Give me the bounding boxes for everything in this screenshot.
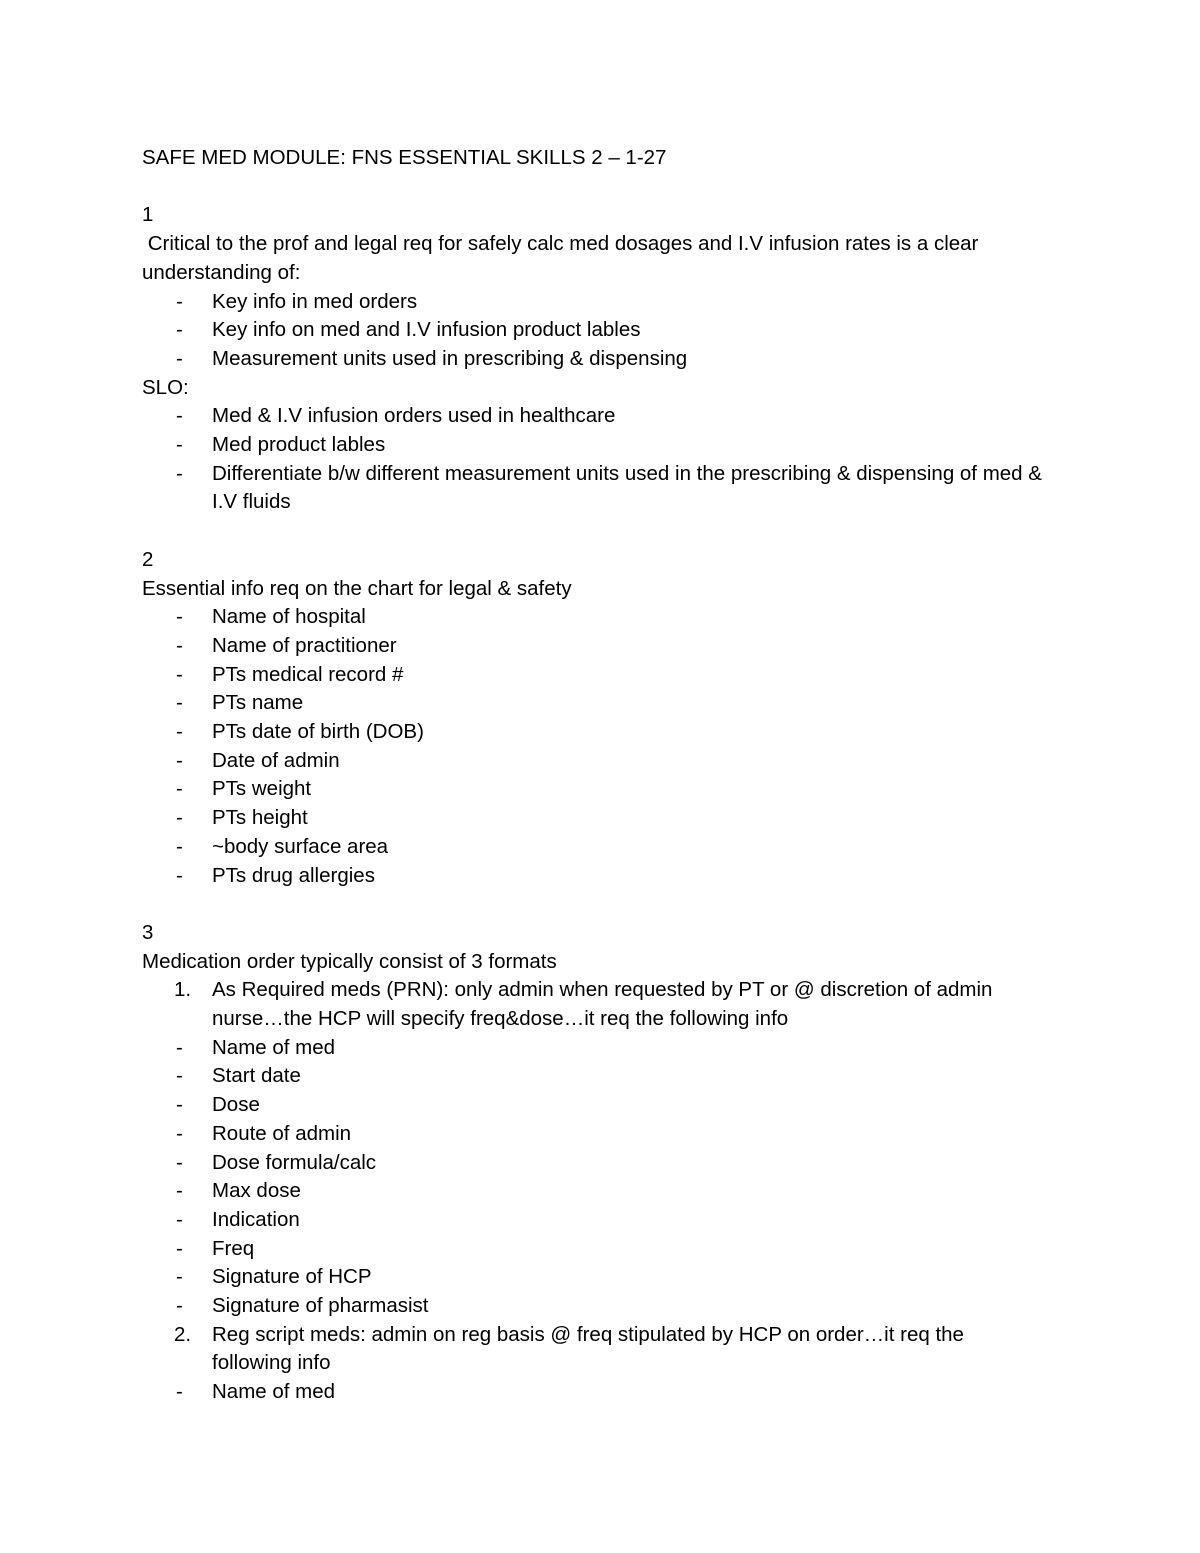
dash-marker: - (176, 1179, 183, 1203)
format-2 (142, 1321, 1042, 1378)
spacer (142, 517, 1042, 546)
list-item: - PTs name (142, 689, 1042, 718)
dash-marker: - (176, 1236, 183, 1260)
section-1-intro: Critical to the prof and legal req for safely calc med dosages and I.V infusion rates is a clear understanding of: (142, 232, 985, 284)
list-item: - Name of hospital (142, 603, 1042, 632)
list-item: - Date of admin (142, 747, 1042, 776)
dash-marker: - (176, 1380, 183, 1404)
dash-marker: - (176, 1064, 183, 1088)
list-item: - Key info on med and I.V infusion product lables (142, 316, 1042, 345)
section-1-number: 1 (142, 203, 154, 227)
list-item: - Max dose (142, 1177, 1042, 1206)
dash-marker: - (176, 1035, 183, 1059)
list-item: - Name of practitioner (142, 632, 1042, 661)
dash-marker: - (176, 461, 183, 485)
spacer (142, 890, 1042, 919)
dash-marker: - (176, 834, 183, 858)
numbered-item: 2. Reg script meds: admin on reg basis @ freq stipulated by HCP on order…it req the following info (174, 1322, 964, 1375)
dash-marker: - (176, 1294, 183, 1318)
document-body (142, 144, 1042, 1407)
list-item: - Key info in med orders (142, 288, 1042, 317)
section-2-list (142, 603, 1042, 890)
format-1 (142, 976, 1042, 1033)
dash-marker: - (176, 720, 183, 744)
format-2-list (142, 1378, 1042, 1407)
dash-marker: - (176, 289, 183, 313)
dash-marker: - (176, 863, 183, 887)
format-1-list (142, 1034, 1042, 1321)
list-item: - Name of med (142, 1378, 1042, 1407)
dash-marker: - (176, 777, 183, 801)
section-2-intro: Essential info req on the chart for legal & safety (142, 576, 572, 600)
dash-marker: - (176, 806, 183, 830)
dash-marker: - (176, 1093, 183, 1117)
dash-marker: - (176, 748, 183, 772)
dash-marker: - (176, 605, 183, 629)
dash-marker: - (176, 633, 183, 657)
dash-marker: - (176, 1207, 183, 1231)
section-2-number: 2 (142, 547, 154, 571)
list-item: - Dose (142, 1091, 1042, 1120)
list-item: - Indication (142, 1206, 1042, 1235)
numbered-item: 1. As Required meds (PRN): only admin when requested by PT or @ discretion of admin nurse…the HCP will specify freq&dose…it req the following info (174, 978, 993, 1031)
list-item: - Freq (142, 1235, 1042, 1264)
dash-marker: - (176, 691, 183, 715)
list-item: - Signature of pharmasist (142, 1292, 1042, 1321)
section-3-number: 3 (142, 920, 154, 944)
list-item: - PTs height (142, 804, 1042, 833)
dash-marker: - (176, 662, 183, 686)
list-item: - PTs date of birth (DOB) (142, 718, 1042, 747)
dash-marker: - (176, 433, 183, 457)
list-item: - Med product lables (142, 431, 1042, 460)
dash-marker: - (176, 404, 183, 428)
slo-list (142, 402, 1042, 517)
list-item: - Measurement units used in prescribing & dispensing (142, 345, 1042, 374)
list-item: - ~body surface area (142, 833, 1042, 862)
section-1-list (142, 288, 1042, 374)
slo-label: SLO: (142, 375, 189, 399)
dash-marker: - (176, 1150, 183, 1174)
list-item: - Med & I.V infusion orders used in healthcare (142, 402, 1042, 431)
dash-marker: - (176, 1121, 183, 1145)
list-item: - Signature of HCP (142, 1263, 1042, 1292)
dash-marker: - (176, 346, 183, 370)
spacer (142, 173, 1042, 202)
list-item: - PTs weight (142, 775, 1042, 804)
section-3-intro: Medication order typically consist of 3 formats (142, 949, 557, 973)
number-marker: 2. (174, 1322, 192, 1346)
list-item: - PTs medical record # (142, 661, 1042, 690)
list-item: - Start date (142, 1062, 1042, 1091)
document-title: SAFE MED MODULE: FNS ESSENTIAL SKILLS 2 – 1-27 (142, 146, 667, 169)
list-item: - Route of admin (142, 1120, 1042, 1149)
number-marker: 1. (174, 978, 192, 1002)
list-item: - Differentiate b/w different measurement units used in the prescribing & dispensing of med & I.V fluids (176, 461, 1042, 514)
list-item: - Dose formula/calc (142, 1149, 1042, 1178)
list-item: - Name of med (142, 1034, 1042, 1063)
dash-marker: - (176, 1265, 183, 1289)
dash-marker: - (176, 318, 183, 342)
list-item: - PTs drug allergies (142, 862, 1042, 891)
